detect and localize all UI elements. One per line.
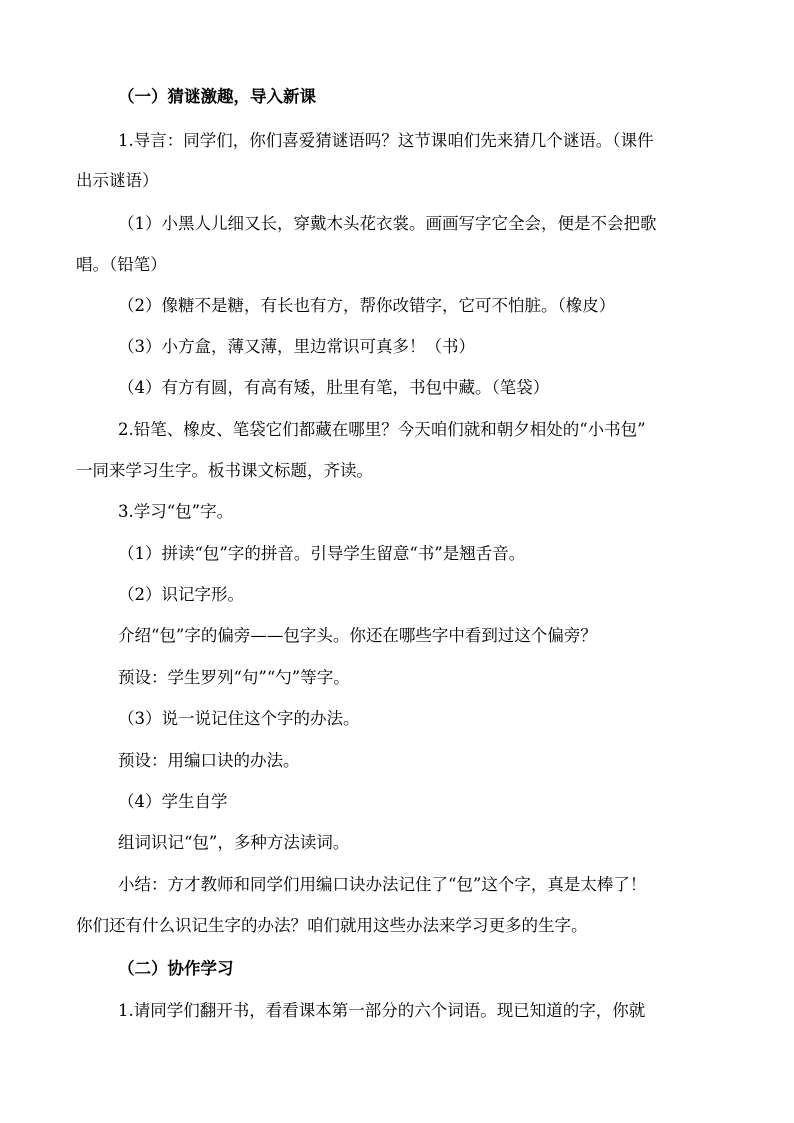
- preset-2: 预设：用编口诀的办法。: [118, 751, 300, 770]
- section-heading: （二）协作学习: [118, 959, 234, 978]
- step-1: （1）拼读“包”字的拼音。引导学生留意“书”是翘舌音。: [118, 544, 526, 563]
- riddle-1-line-2: 唱。（铅笔）: [76, 255, 167, 274]
- collab-paragraph-line-1: 1.请同学们翻开书，看看课本第一部分的六个词语。现已知道的字，你就: [118, 1001, 646, 1020]
- riddle-4: （4）有方有圆，有高有矮，肚里有笔，书包中藏。（笔袋）: [118, 378, 550, 397]
- paragraph-3: 3.学习“包”字。: [118, 502, 234, 521]
- paragraph-intro-line-2: 出示谜语）: [76, 171, 159, 190]
- paragraph-2-line-1: 2.铅笔、橡皮、笔袋它们都藏在哪里？今天咱们就和朝夕相处的“小书包”: [118, 420, 646, 439]
- riddle-1-line-1: （1）小黑人儿细又长，穿戴木头花衣裳。画画写字它全会，便是不会把歌: [118, 214, 657, 233]
- riddle-2: （2）像糖不是糖，有长也有方，帮你改错字，它可不怕脏。（橡皮）: [118, 296, 616, 315]
- step-2: （2）识记字形。: [118, 585, 244, 604]
- paragraph-2-line-2: 一同来学习生字。板书课文标题，齐读。: [76, 461, 373, 480]
- riddle-3: （3）小方盒，薄又薄，里边常识可真多！（书）: [118, 337, 475, 356]
- word-practice: 组词识记“包”，多种方法读词。: [118, 833, 350, 852]
- paragraph-intro-line-1: 1.导言：同学们，你们喜爱猜谜语吗？这节课咱们先来猜几个谜语。（课件: [118, 131, 654, 150]
- step-3: （3）说一说记住这个字的办法。: [118, 709, 360, 728]
- summary-line-2: 你们还有什么识记生字的办法？咱们就用这些办法来学习更多的生字。: [76, 916, 588, 935]
- section-heading: （一）猜谜激趣，导入新课: [118, 87, 316, 106]
- summary-line-1: 小结：方才教师和同学们用编口诀办法记住了“包”这个字，真是太棒了！: [118, 875, 647, 894]
- step-4: （4）学生自学: [118, 792, 228, 811]
- radical-intro: 介绍“包”字的偏旁——包字头。你还在哪些字中看到过这个偏旁？: [118, 626, 597, 645]
- preset-1: 预设：学生罗列“句”“勺”等字。: [118, 668, 350, 687]
